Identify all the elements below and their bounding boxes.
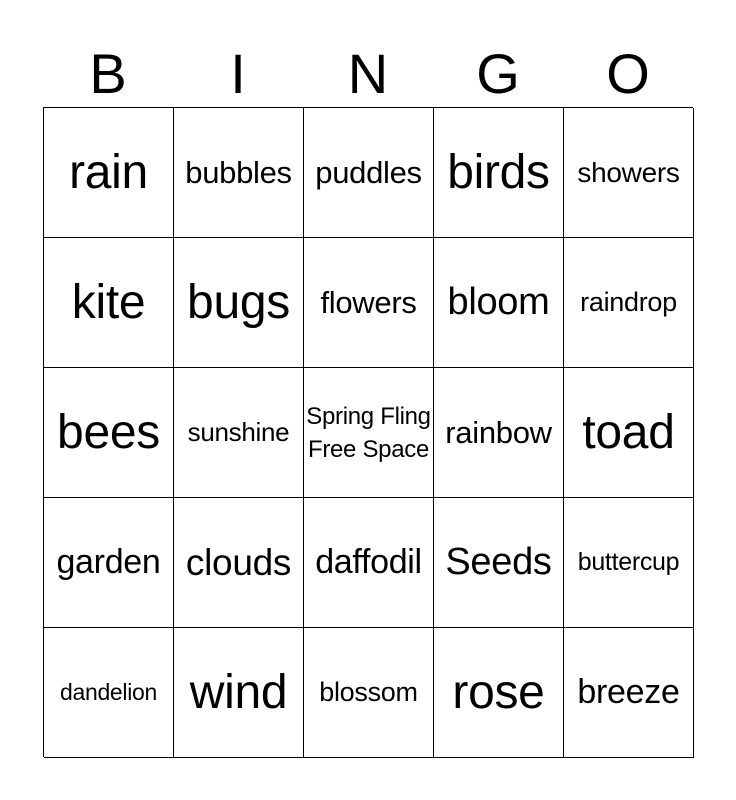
bingo-cell[interactable]: toad <box>564 368 694 498</box>
free-space-cell[interactable] <box>304 368 434 498</box>
bingo-cell[interactable]: puddles <box>304 108 434 238</box>
bingo-cell[interactable]: rainbow <box>434 368 564 498</box>
bingo-cell[interactable]: showers <box>564 108 694 238</box>
bingo-cell[interactable]: garden <box>44 498 174 628</box>
bingo-cell[interactable]: sunshine <box>174 368 304 498</box>
bingo-cell[interactable]: birds <box>434 108 564 238</box>
bingo-cell[interactable]: Seeds <box>434 498 564 628</box>
free-space-label: Spring Fling Free Space <box>306 402 431 463</box>
header-letter-o: O <box>606 42 650 105</box>
header-letter-g: G <box>476 42 520 105</box>
bingo-cell[interactable]: clouds <box>174 498 304 628</box>
bingo-cell[interactable]: rose <box>434 628 564 758</box>
bingo-header <box>43 40 693 108</box>
bingo-cell[interactable]: bugs <box>174 238 304 368</box>
bingo-board <box>43 107 693 757</box>
bingo-cell[interactable]: wind <box>174 628 304 758</box>
bingo-cell[interactable]: dandelion <box>44 628 174 758</box>
bingo-cell[interactable]: daffodil <box>304 498 434 628</box>
bingo-cell[interactable]: rain <box>44 108 174 238</box>
header-letter-n: N <box>347 42 389 105</box>
bingo-cell[interactable]: bubbles <box>174 108 304 238</box>
bingo-cell[interactable]: raindrop <box>564 238 694 368</box>
bingo-cell[interactable]: bloom <box>434 238 564 368</box>
header-letter-b: B <box>89 42 127 105</box>
header-letter-i: I <box>230 42 246 105</box>
bingo-cell[interactable]: bees <box>44 368 174 498</box>
bingo-cell[interactable]: kite <box>44 238 174 368</box>
bingo-cell[interactable]: blossom <box>304 628 434 758</box>
bingo-cell[interactable]: breeze <box>564 628 694 758</box>
bingo-cell[interactable]: flowers <box>304 238 434 368</box>
bingo-cell[interactable]: buttercup <box>564 498 694 628</box>
